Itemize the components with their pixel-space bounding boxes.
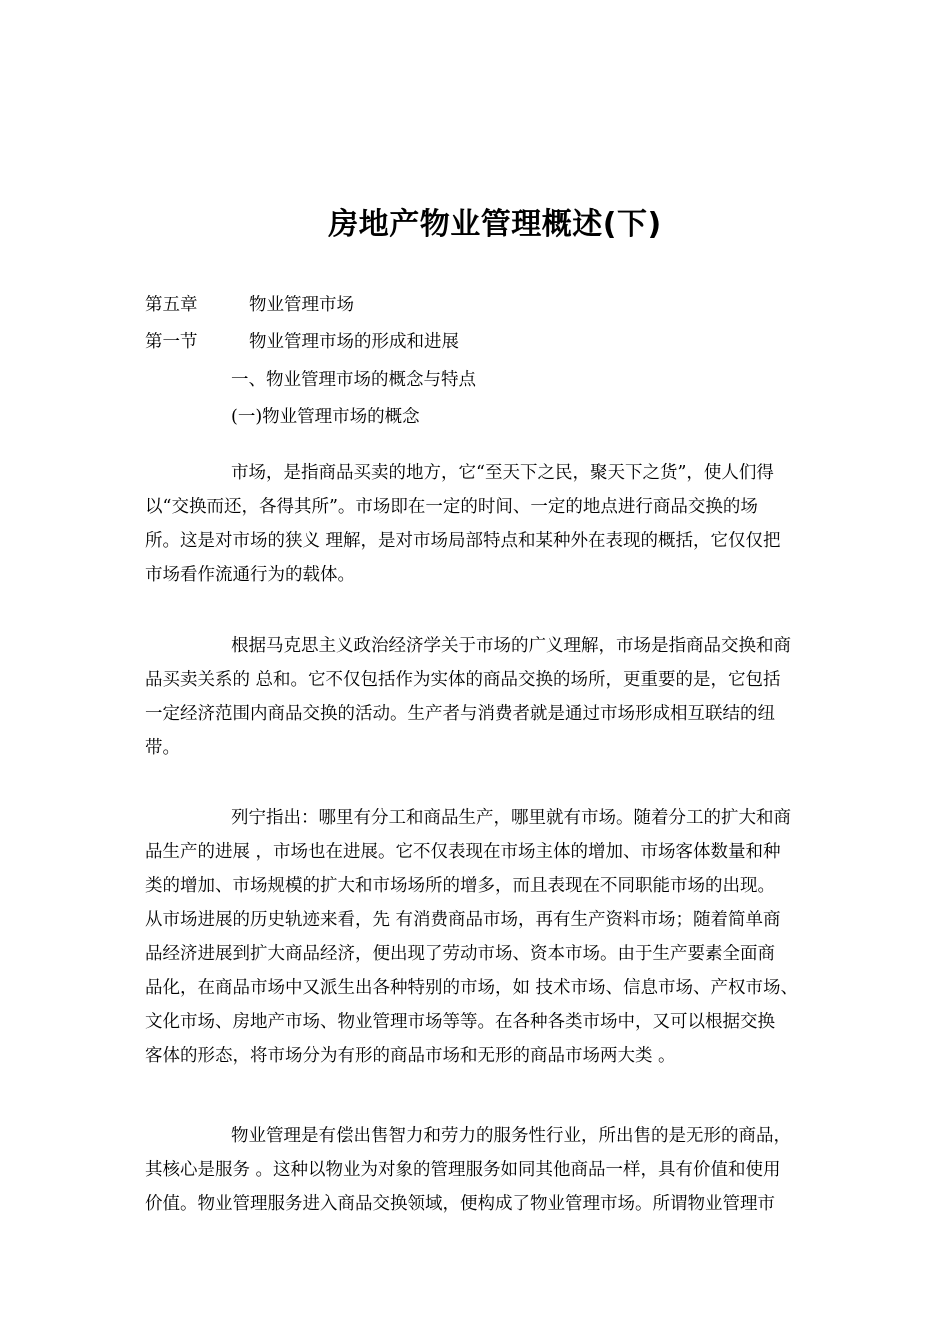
section-label: 第一节 <box>145 332 198 352</box>
paragraph-line: 根据马克思主义政治经济学关于市场的广义理解，市场是指商品交换和商 <box>231 636 791 656</box>
paragraph-line: 一定经济范围内商品交换的活动。生产者与消费者就是通过市场形成相互联结的纽 <box>145 704 775 724</box>
paragraph-4 <box>145 1119 870 1221</box>
chapter-title: 物业管理市场 <box>249 295 354 315</box>
paragraph-line: 所。这是对市场的狭义 理解，是对市场局部特点和某种外在表现的概括，它仅仅把 <box>145 531 781 551</box>
paragraph-line: 列宁指出：哪里有分工和商品生产，哪里就有市场。随着分工的扩大和商 <box>231 808 791 828</box>
paragraph-line: 带。 <box>145 738 180 758</box>
paragraph-line: 品化，在商品市场中又派生出各种特别的市场，如 技术市场、信息市场、产权市场、 <box>145 978 799 998</box>
paragraph-2 <box>145 629 870 765</box>
paragraph-line: 品买卖关系的 总和。它不仅包括作为实体的商品交换的场所，更重要的是，它包括 <box>145 670 781 690</box>
paragraph-3 <box>145 801 870 1073</box>
subheading-concept: (一)物业管理市场的概念 <box>231 407 420 427</box>
paragraph-line: 市场，是指商品买卖的地方，它“至天下之民，聚天下之货”，使人们得 <box>231 463 774 483</box>
document-title: 房地产物业管理概述(下) <box>328 207 662 242</box>
paragraph-1 <box>145 456 870 592</box>
paragraph-line: 文化市场、房地产市场、物业管理市场等等。在各种各类市场中，又可以根据交换 <box>145 1012 775 1032</box>
chapter-label: 第五章 <box>145 295 198 315</box>
paragraph-line: 以“交换而还，各得其所”。市场即在一定的时间、一定的地点进行商品交换的场 <box>145 497 758 517</box>
paragraph-line: 物业管理是有偿出售智力和劳力的服务性行业，所出售的是无形的商品， <box>231 1126 791 1146</box>
paragraph-line: 其核心是服务 。这种以物业为对象的管理服务如同其他商品一样，具有价值和使用 <box>145 1160 781 1180</box>
paragraph-line: 市场看作流通行为的载体。 <box>145 565 355 585</box>
subheading-concept-features: 一、物业管理市场的概念与特点 <box>231 370 476 390</box>
paragraph-line: 客体的形态，将市场分为有形的商品市场和无形的商品市场两大类 。 <box>145 1046 676 1066</box>
paragraph-line: 类的增加、市场规模的扩大和市场场所的增多，而且表现在不同职能市场的出现。 <box>145 876 775 896</box>
section-title: 物业管理市场的形成和进展 <box>249 332 459 352</box>
paragraph-line: 价值。物业管理服务进入商品交换领域，便构成了物业管理市场。所谓物业管理市 <box>145 1194 775 1214</box>
paragraph-line: 从市场进展的历史轨迹来看，先 有消费商品市场，再有生产资料市场；随着简单商 <box>145 910 781 930</box>
paragraph-line: 品经济进展到扩大商品经济，便出现了劳动市场、资本市场。由于生产要素全面商 <box>145 944 775 964</box>
paragraph-line: 品生产的进展 ，市场也在进展。它不仅表现在市场主体的增加、市场客体数量和种 <box>145 842 781 862</box>
